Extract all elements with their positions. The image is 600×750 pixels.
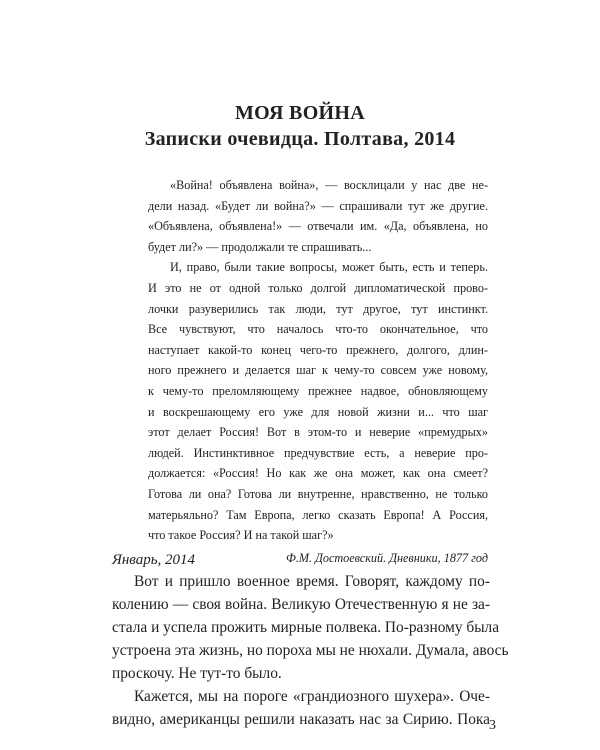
epigraph-line: Готова ли она? Готова ли внутренне, нравственно, не только	[148, 486, 488, 501]
body-line: проскочу. Не тут-то было.	[112, 665, 282, 682]
epigraph	[148, 175, 488, 565]
body-line: Вот и пришло военное время. Говорят, каждому по-	[134, 573, 490, 590]
epigraph-line: И, право, были такие вопросы, может быть, есть и теперь.	[170, 260, 488, 275]
body-line: стала и успела прожить мирные полвека. По-разному была	[112, 619, 500, 636]
epigraph-line: наступает какой-то конец чего-то прежнего, долгого, длин-	[148, 342, 488, 357]
page-number: 3	[489, 718, 496, 733]
epigraph-line: что такое Россия? И на такой шаг?»	[148, 528, 334, 543]
epigraph-line: к чему-то преломляющему прежнее надвое, обновляющему	[148, 383, 488, 398]
epigraph-line: Все чувствуют, что началось что-то окончательное, что	[148, 322, 488, 337]
epigraph-line: матерьяльно? Там Европа, легко сказать Европа! А Россия,	[148, 507, 488, 522]
body-line: видно, американцы решили наказать нас за Сирию. Пока	[112, 711, 490, 728]
epigraph-line: этот делает Россия! Вот в этом-то и неверие «премудрых»	[148, 425, 488, 440]
diary-entry-date: Январь, 2014	[112, 552, 196, 568]
diary-entry-text	[112, 570, 509, 731]
body-line: устроена эта жизнь, но пороха мы не нюхали. Думала, авось	[112, 642, 509, 659]
epigraph-line: И это не от одной только долгой дипломатической прово-	[148, 280, 488, 295]
epigraph-line: дели назад. «Будет ли война?» — спрашивали тут же другие.	[148, 198, 488, 213]
body-line: колению — своя война. Великую Отечественную я не за-	[112, 596, 490, 613]
epigraph-line: лочки разуверились так люди, тут другое, тут инстинкт.	[148, 301, 488, 316]
chapter-title: МОЯ ВОЙНА	[234, 102, 366, 124]
epigraph-line: будет ли?» — продолжали те спрашивать...	[148, 239, 372, 254]
epigraph-attribution: Ф.М. Достоевский. Дневники, 1877 год	[286, 551, 488, 565]
epigraph-line: «Война! объявлена война», — восклицали у нас две не-	[170, 178, 488, 192]
body-line: Кажется, мы на пороге «грандиозного шухера». Оче-	[134, 688, 490, 705]
epigraph-line: и воскрешающему его уже для новой жизни и... что шаг	[148, 404, 488, 419]
epigraph-line: людей. Инстинктивное предчувствие есть, а неверие про-	[148, 445, 488, 460]
epigraph-line: ного прежнего и делается шаг к чему-то совсем уже новому,	[148, 363, 488, 378]
epigraph-line: «Объявлена, объявлена!» — отвечали им. «Да, объявлена, но	[148, 219, 488, 234]
chapter-subtitle: Записки очевидца. Полтава, 2014	[144, 128, 456, 150]
epigraph-line: должается: «Россия! Но как же она может, как она смеет?	[148, 466, 488, 481]
